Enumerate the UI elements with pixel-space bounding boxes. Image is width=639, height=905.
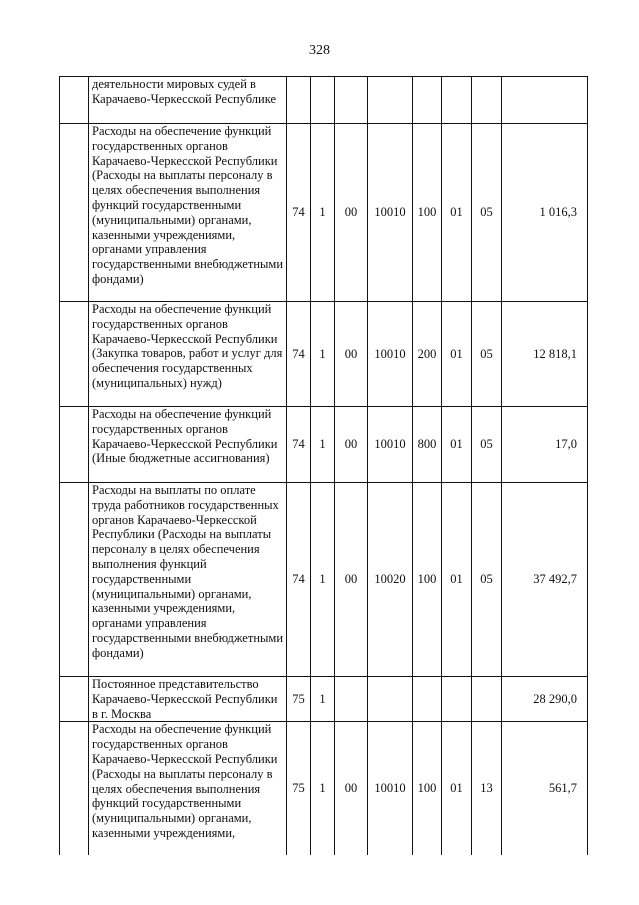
name-cell: Расходы на обеспечение функций государственных органов Карачаево-Черкесской Республики (Расходы на выплаты персоналу в целях обеспечения выполнения функций государственными (муниципальными) органами, казенными учреждениями, органами управления государственными внебюджетными фондами) (89, 124, 287, 302)
code-cell: 00 (335, 302, 368, 407)
code-cell: 1 (311, 677, 335, 722)
code-cell: 01 (442, 302, 472, 407)
table-row (60, 483, 588, 677)
code-cell: 10010 (368, 722, 413, 856)
code-cell: 74 (287, 407, 311, 483)
code-cell: 00 (335, 124, 368, 302)
number-cell (60, 722, 89, 856)
code-cell: 800 (413, 407, 442, 483)
table-row (60, 677, 588, 722)
code-cell: 05 (472, 124, 502, 302)
code-cell: 01 (442, 407, 472, 483)
code-cell: 74 (287, 483, 311, 677)
name-cell: Постоянное представительство Карачаево-Черкесской Республики в г. Москва (89, 677, 287, 722)
name-cell: Расходы на обеспечение функций государственных органов Карачаево-Черкесской Республики (Расходы на выплаты персоналу в целях обеспечения выполнения функций государственными (муниципальными) органами, казенными учреждениями, (89, 722, 287, 856)
name-cell: Расходы на выплаты по оплате труда работников государственных органов Карачаево-Черкесской Республики (Расходы на выплаты персоналу в целях обеспечения выполнения функций государственными (муниципальными) органами, казенными учреждениями, органами управления государственными внебюджетными фондами) (89, 483, 287, 677)
code-cell: 1 (311, 407, 335, 483)
code-cell: 75 (287, 722, 311, 856)
name-cell: Расходы на обеспечение функций государственных органов Карачаево-Черкесской Республики (Иные бюджетные ассигнования) (89, 407, 287, 483)
number-cell (60, 124, 89, 302)
code-cell (335, 677, 368, 722)
code-cell: 10020 (368, 483, 413, 677)
code-cell: 01 (442, 124, 472, 302)
code-cell (442, 77, 472, 124)
code-cell: 1 (311, 124, 335, 302)
name-cell: Расходы на обеспечение функций государственных органов Карачаево-Черкесской Республики (Закупка товаров, работ и услуг для обеспечения государственных (муниципальных) нужд) (89, 302, 287, 407)
amount-cell: 561,7 (502, 722, 588, 856)
code-cell: 13 (472, 722, 502, 856)
code-cell (335, 77, 368, 124)
code-cell (368, 77, 413, 124)
amount-cell: 12 818,1 (502, 302, 588, 407)
code-cell: 74 (287, 302, 311, 407)
code-cell: 10010 (368, 407, 413, 483)
table-row (60, 124, 588, 302)
amount-cell: 1 016,3 (502, 124, 588, 302)
code-cell: 200 (413, 302, 442, 407)
code-cell (368, 677, 413, 722)
code-cell: 01 (442, 483, 472, 677)
code-cell (287, 77, 311, 124)
number-cell (60, 677, 89, 722)
code-cell (413, 677, 442, 722)
code-cell: 100 (413, 722, 442, 856)
code-cell: 74 (287, 124, 311, 302)
code-cell: 100 (413, 483, 442, 677)
code-cell: 100 (413, 124, 442, 302)
code-cell: 1 (311, 483, 335, 677)
code-cell (413, 77, 442, 124)
code-cell: 1 (311, 722, 335, 856)
name-cell: деятельности мировых судей в Карачаево-Черкесской Республике (89, 77, 287, 124)
code-cell: 75 (287, 677, 311, 722)
table-row (60, 407, 588, 483)
code-cell: 1 (311, 302, 335, 407)
budget-table (59, 76, 588, 855)
code-cell: 00 (335, 483, 368, 677)
code-cell: 00 (335, 407, 368, 483)
code-cell: 05 (472, 483, 502, 677)
number-cell (60, 77, 89, 124)
code-cell (311, 77, 335, 124)
amount-cell: 37 492,7 (502, 483, 588, 677)
table-row (60, 302, 588, 407)
number-cell (60, 483, 89, 677)
code-cell: 05 (472, 302, 502, 407)
code-cell: 00 (335, 722, 368, 856)
amount-cell (502, 77, 588, 124)
code-cell: 01 (442, 722, 472, 856)
amount-cell: 28 290,0 (502, 677, 588, 722)
number-cell (60, 407, 89, 483)
code-cell (472, 677, 502, 722)
code-cell (472, 77, 502, 124)
page-number: 328 (309, 43, 330, 58)
amount-cell: 17,0 (502, 407, 588, 483)
code-cell: 05 (472, 407, 502, 483)
table-row (60, 77, 588, 124)
code-cell: 10010 (368, 302, 413, 407)
table-row (60, 722, 588, 856)
code-cell (442, 677, 472, 722)
number-cell (60, 302, 89, 407)
code-cell: 10010 (368, 124, 413, 302)
